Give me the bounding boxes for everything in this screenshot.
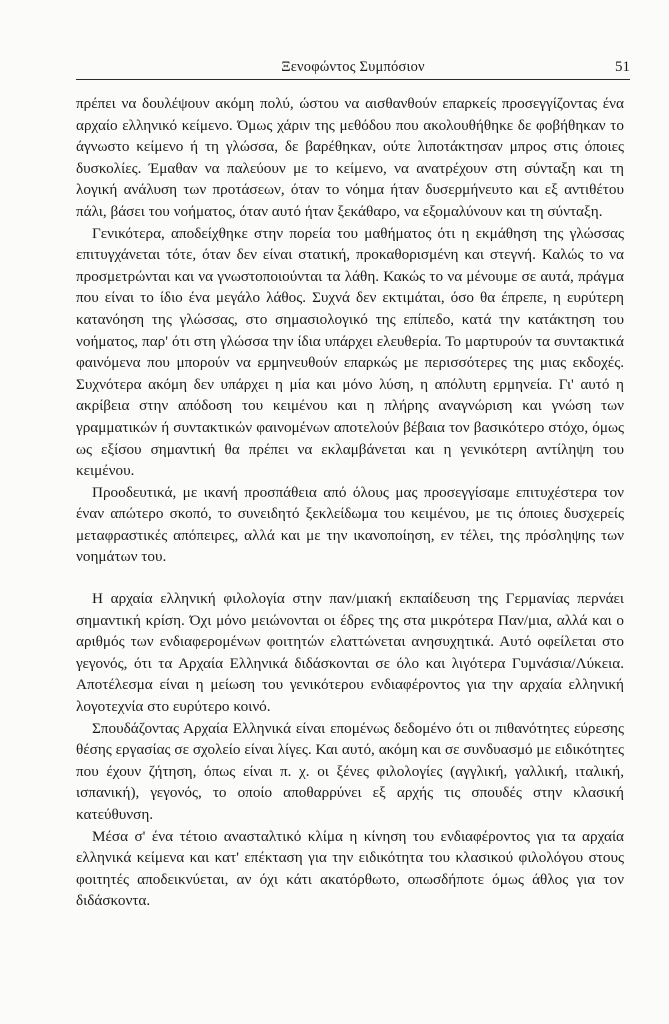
section-gap [76, 568, 624, 588]
paragraph-5: Σπουδάζοντας Αρχαία Ελληνικά είναι επομένως δεδομένο ότι οι πιθανότητες εύρεσης θέσης εργασίας σε σχολείο είναι λίγες. Και αυτό, ακόμη και σε συνδυασμό με ειδικότητες που έχουν ζήτηση, όπως είναι π. χ. οι ξένες φιλολογίες (αγγλική, γαλλική, ιταλική, ισπανική), γεγονός, το οποίο αποθαρρύνει εξ αρχής τις σπουδές στην κλασική κατεύθυνση. [76, 719, 624, 823]
page-number: 51 [615, 59, 630, 75]
paragraph-1: πρέπει να δουλέψουν ακόμη πολύ, ώστου να αισθανθούν επαρκείς προσεγγίζοντας ένα αρχαίο ελληνικό κείμενο. Όμως χάριν της μεθόδου που ακολουθήθηκε δε φοβήθηκαν το άγνωστο κείμενο ή τη γλώσσα, δε βαρέθηκαν, ούτε λιποτάκτησαν μπρος στις όποιες δυσκολίες. Έμαθαν να παλεύουν με το κείμενο, να ανατρέχουν στη σύνταξη και τη λογική ανάλυση των προτάσεων, όταν το νόημα ήταν δυσερμήνευτο και εξ αντιθέτου πάλι, βάσει του νοήματος, όταν αυτό ήταν ξεκάθαρο, να εξομαλύνουν και τη σύνταξη. [76, 95, 624, 220]
paragraph-2: Γενικότερα, αποδείχθηκε στην πορεία του μαθήματος ότι η εκμάθηση της γλώσσας επιτυγχάνεται τότε, όταν δεν είναι στατική, προκαθορισμένη και στεγνή. Καλώς το να προσμετρώνται και να γνωστοποιούνται τα λάθη. Κακώς το να μένουμε σε αυτά, πράγμα που είναι το ίδιο ένα μεγάλο λάθος. Συχνά δεν εκτιμάται, όσο θα έπρεπε, η ευρύτερη κατανόηση της γλώσσας, στο σημασιολογικό της επίπεδο, κατά την κατάκτηση του νοήματος, παρ' ότι στη γλώσσα την ίδια υπάρχει ελευθερία. Το μαρτυρούν τα συντακτικά φαινόμενα που μπορούν να ερμηνευθούν επαρκώς με περισσότερες της μιας εκδοχές. Συχνότερα ακόμη δεν υπάρχει η μία και μόνο λύση, η απόλυτη ερμηνεία. Γι' αυτό η ακρίβεια στην απόδοση του κειμένου και η πλήρης αναγνώριση και γνώση των γραμματικών ή συντακτικών φαινομένων αποτελούν βέβαια τον βασικότερο στόχο, όμως ως εξίσου σημαντική θα πρέπει να εκλαμβάνεται και η γενικότερη αντίληψη του κειμένου. [76, 224, 624, 480]
header-rule [76, 79, 630, 80]
body-text [76, 93, 624, 912]
paragraph-4: Η αρχαία ελληνική φιλολογία στην παν/μιακή εκπαίδευση της Γερμανίας περνάει σημαντική κρίση. Όχι μόνο μειώνονται οι έδρες της στα μικρότερα Παν/μια, αλλά και ο αριθμός των ενδιαφερομένων φοιτητών ελαττώνεται ανησυχητικά. Αυτό οφείλεται στο γεγονός, ότι τα Αρχαία Ελληνικά διδάσκονται σε όλο και λιγότερα Γυμνάσια/Λύκεια. Αποτέλεσμα είναι η μείωση του γενικότερου ενδιαφέροντος για την αρχαία ελληνική λογοτεχνία στο ευρύτερο κοινό. [76, 590, 624, 716]
page-header [76, 56, 630, 78]
paragraph-3: Προοδευτικά, με ικανή προσπάθεια από όλους μας προσεγγίσαμε επιτυχέστερα τον έναν απώτερο σκοπό, το συνειδητό ξεκλείδωμα του κειμένου, με τις όποιες δυσχερείς μεταφραστικές απόπειρες, αλλά και με την ικανοποίηση, εν τέλει, της πρόσληψης των νοημάτων του. [76, 483, 624, 566]
paragraph-6: Μέσα σ' ένα τέτοιο ανασταλτικό κλίμα η κίνηση του ενδιαφέροντος για τα αρχαία ελληνικά κείμενα και κατ' επέκταση για την ειδικότητα του κλασικού φιλολόγου στους φοιτητές αποδεικνύεται, αν όχι κάτι ακατόρθωτο, οπωσδήποτε όμως άθλος για τον διδάσκοντα. [76, 827, 624, 910]
running-title: Ξενοφώντος Συμπόσιον [281, 59, 425, 75]
